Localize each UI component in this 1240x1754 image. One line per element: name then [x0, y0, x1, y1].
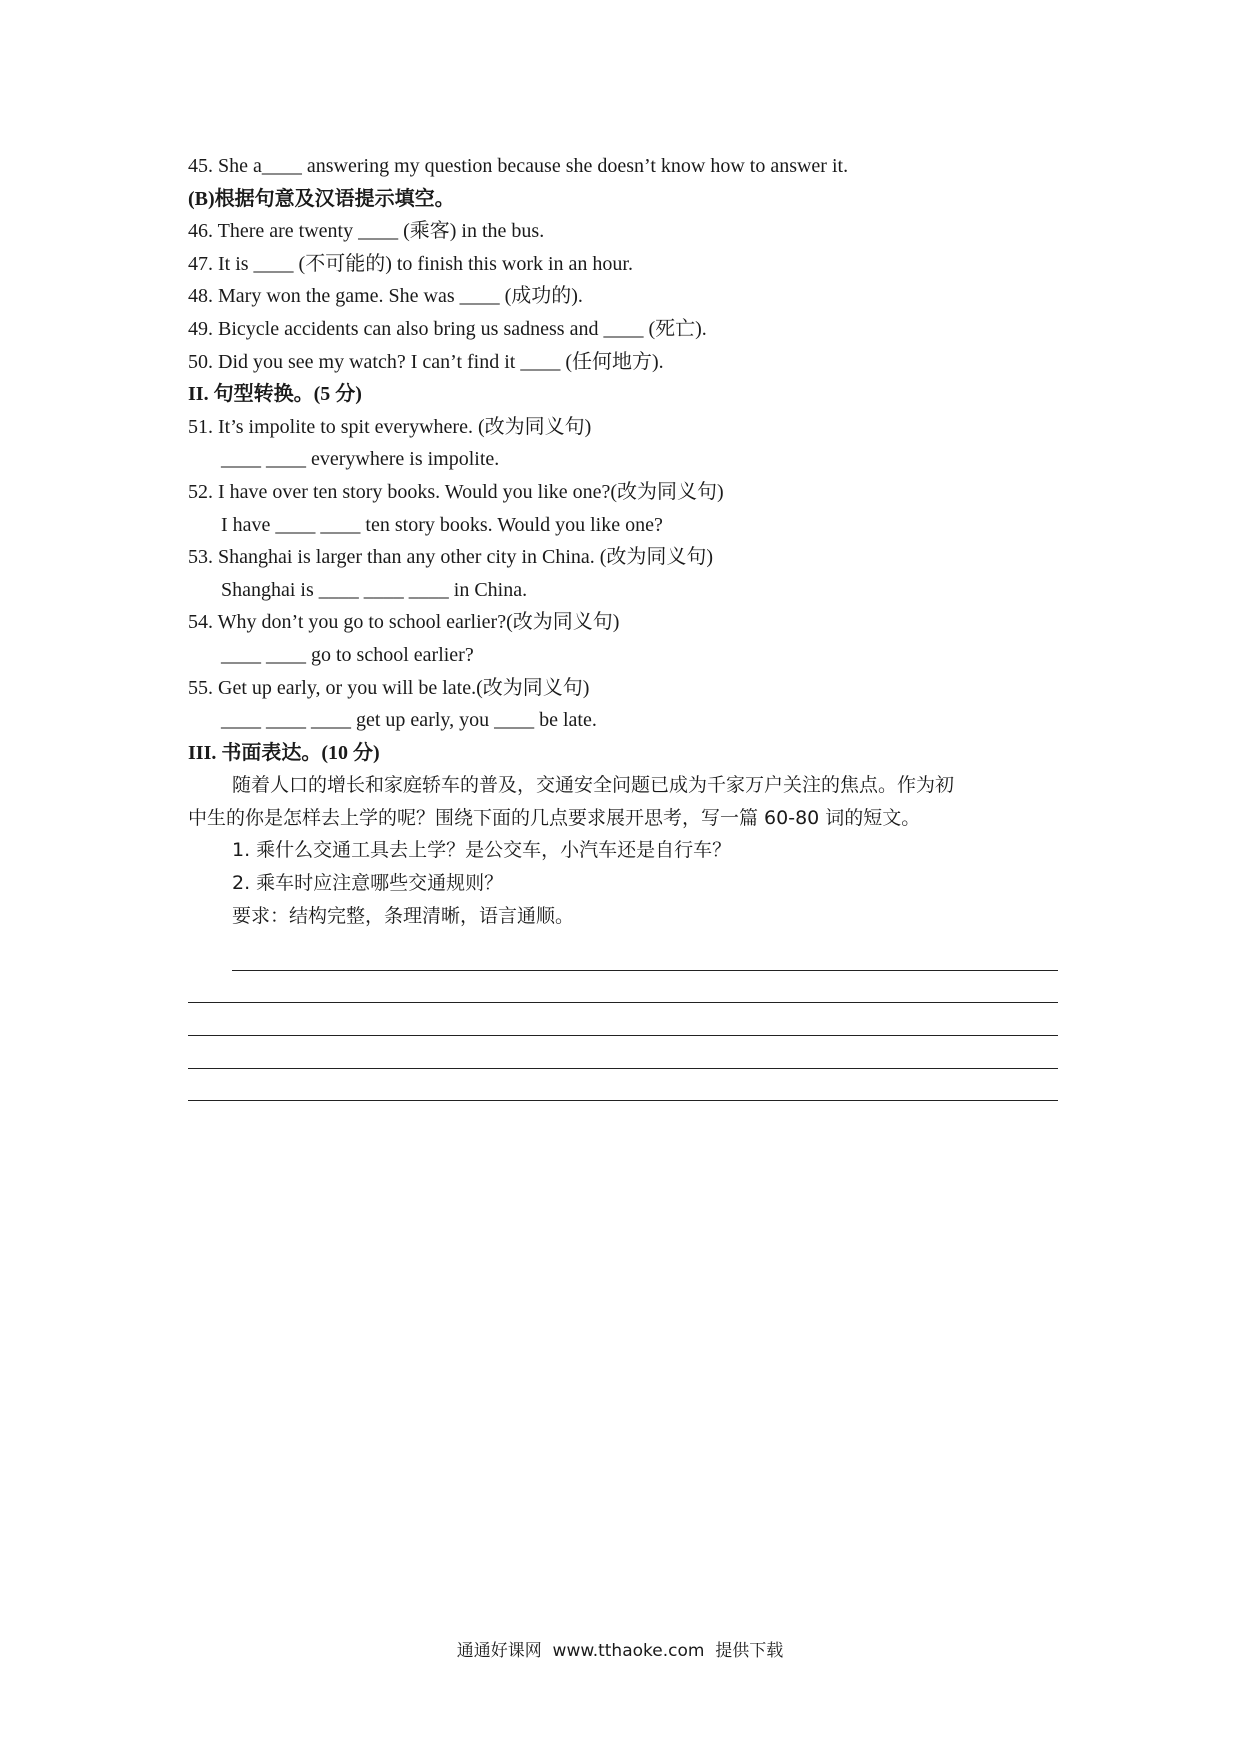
question-51: 51. It’s impolite to spit everywhere. (改为同义句): [188, 415, 592, 438]
question-53: 53. Shanghai is larger than any other city in China. (改为同义句): [188, 546, 714, 569]
writing-requirement-1: 1. 乘什么交通工具去上学？是公交车，小汽车还是自行车？: [232, 839, 732, 862]
writing-requirement-3: 要求：结构完整，条理清晰，语言通顺。: [232, 904, 575, 927]
section-ii-heading: II. 句型转换。(5 分): [188, 383, 362, 406]
question-55-answer: ____ ____ ____ get up early, you ____ be late.: [221, 709, 597, 732]
section-iii-heading: III. 书面表达。(10 分): [188, 741, 380, 764]
writing-intro-line-2: 中生的你是怎样去上学的呢？围绕下面的几点要求展开思考，写一篇 60-80 词的短文。: [188, 806, 921, 829]
question-54: 54. Why don’t you go to school earlier?(改为同义句): [188, 611, 620, 634]
question-55: 55. Get up early, or you will be late.(改为同义句): [188, 676, 590, 699]
question-54-answer: ____ ____ go to school earlier?: [221, 643, 474, 666]
question-47: 47. It is ____ (不可能的) to finish this work in an hour.: [188, 252, 633, 275]
writing-requirement-2: 2. 乘车时应注意哪些交通规则？: [232, 872, 504, 895]
writing-line[interactable]: [188, 1003, 1058, 1036]
writing-line[interactable]: [232, 938, 1058, 971]
writing-line[interactable]: [188, 1036, 1058, 1069]
question-52: 52. I have over ten story books. Would you like one?(改为同义句): [188, 480, 724, 503]
question-48: 48. Mary won the game. She was ____ (成功的).: [188, 285, 583, 308]
question-46: 46. There are twenty ____ (乘客) in the bus.: [188, 220, 545, 243]
question-51-answer: ____ ____ everywhere is impolite.: [221, 448, 500, 471]
question-53-answer: Shanghai is ____ ____ ____ in China.: [221, 578, 528, 601]
writing-intro-line-1: 随着人口的增长和家庭轿车的普及，交通安全问题已成为千家万户关注的焦点。作为初: [232, 774, 955, 797]
exam-page: [188, 150, 1058, 1101]
footer-source: 通通好课网 www.tthaoke.com 提供下载: [456, 1641, 784, 1661]
question-52-answer: I have ____ ____ ten story books. Would you like one?: [221, 513, 663, 536]
section-b-heading: (B)根据句意及汉语提示填空。: [188, 187, 455, 210]
writing-line[interactable]: [188, 1069, 1058, 1102]
writing-line[interactable]: [188, 971, 1058, 1004]
question-50: 50. Did you see my watch? I can’t find it ____ (任何地方).: [188, 350, 664, 373]
question-49: 49. Bicycle accidents can also bring us sadness and ____ (死亡).: [188, 317, 707, 340]
question-45: 45. She a____ answering my question because she doesn’t know how to answer it.: [188, 155, 849, 177]
writing-answer-area[interactable]: [188, 938, 1058, 1101]
